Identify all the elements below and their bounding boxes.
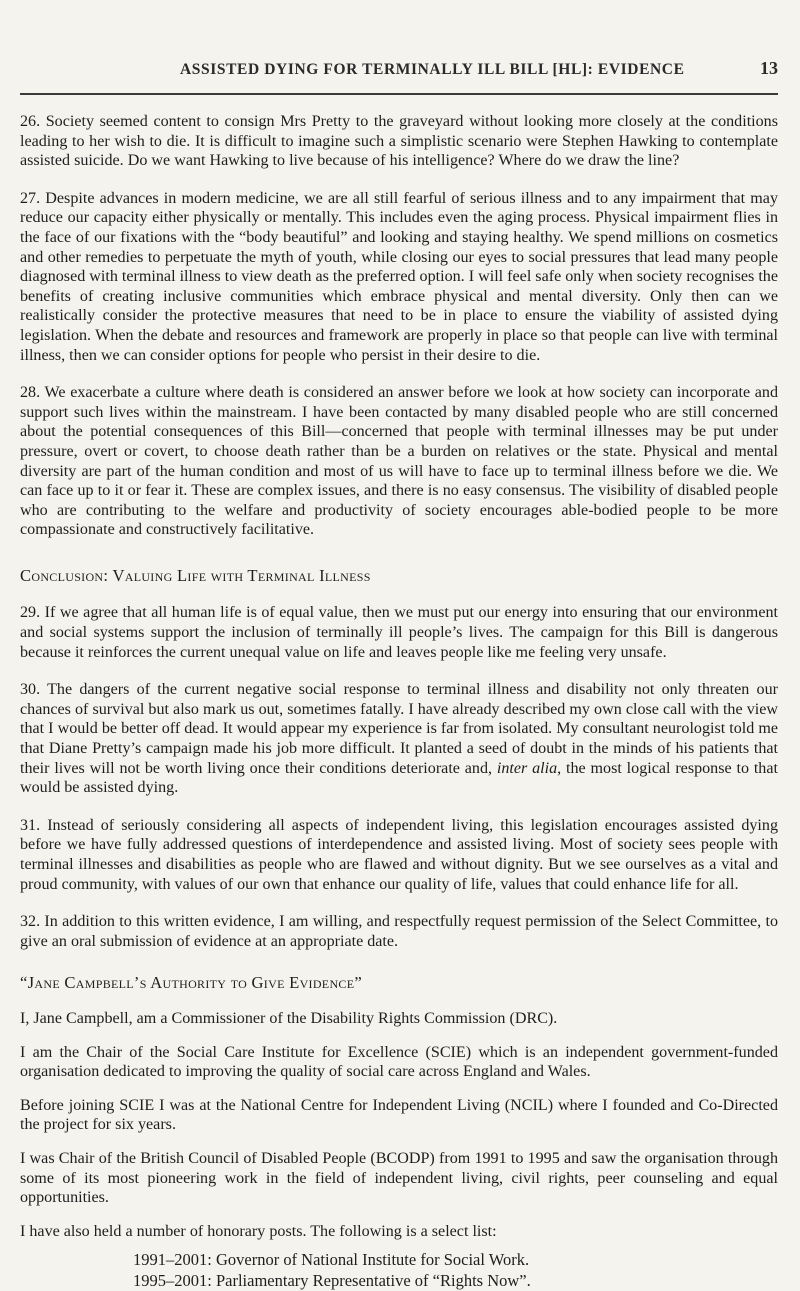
paragraph-30 [20,680,778,798]
paragraph-30-italic: inter alia [496,759,558,777]
authority-paragraph-4: I was Chair of the British Council of Disabled People (BCODP) from 1991 to 1995 and saw the organisation through some of its most pioneering work in the field of independent living, civil rights, peer counseling and equal opportunities. [20,1149,778,1207]
paragraph-30-text-b: , the most logical response to that would be assisted dying. [20,759,778,797]
authority-paragraph-2: I am the Chair of the Social Care Institute for Excellence (SCIE) which is an independent government-funded organisation dedicated to improving the quality of social care across England and Wales. [20,1043,778,1081]
running-title: ASSISTED DYING FOR TERMINALLY ILL BILL [HL]: EVIDENCE [180,61,685,78]
running-header [20,0,778,79]
paragraph-27: 27. Despite advances in modern medicine, we are all still fearful of serious illness and to any impairment that may reduce our capacity either physically or mentally. This includes even the aging process. Physical impairment flies in the face of our fixations with the “body beautiful” and looking and staying healthy. We spend millions on cosmetics and other remedies to perpetuate the myth of youth, while closing our eyes to social pressures that lead many people diagnosed with terminal illness to view death as the preferred option. I will feel safe only when society recognises the benefits of creating inclusive communities which embrace physical and mental diversity. Only then can we realistically consider the protective measures that need to be in place to ensure the viability of assisted dying legislation. When the debate and resources and framework are properly in place so that people can live with terminal illness, then we can consider options for people who persist in their desire to die. [20,189,778,364]
authority-paragraph-5: I have also held a number of honorary posts. The following is a select list: [20,1222,497,1240]
honorary-posts-list [133,1249,778,1291]
authority-paragraph-3: Before joining SCIE I was at the National Centre for Independent Living (NCIL) where I founded and Co-Directed the project for six years. [20,1096,778,1134]
conclusion-heading: Conclusion: Valuing Life with Terminal Illness [20,565,371,585]
paragraph-31: 31. Instead of seriously considering all aspects of independent living, this legislation encourages assisted dying before we have fully addressed questions of interdependence and assisted living. Most of society sees people with terminal illnesses and disabilities as people who are flawed and without dignity. But we see ourselves as a vital and proud community, with values of our own that enhance our quality of life, values that could enhance life for all. [20,816,778,893]
paragraph-26: 26. Society seemed content to consign Mrs Pretty to the graveyard without looking more closely at the conditions leading to her wish to die. It is difficult to imagine such a simplistic scenario were Stephen Hawking to contemplate assisted suicide. Do we want Hawking to live because of his intelligence? Where do we draw the line? [20,113,778,170]
paragraph-28: 28. We exacerbate a culture where death is considered an answer before we look at how society can incorporate and support such lives within the mainstream. I have been contacted by many disabled people who are still concerned about the potential consequences of this Bill—concerned that people with terminal illnesses may be put under pressure, overt or covert, to choose death rather than be a burden on relatives or the state. Physical and mental diversity are part of the human condition and most of us will have to face up to terminal illness before we die. We can face up to it or fear it. These are complex issues, and there is no easy consensus. The visibility of disabled people who are contributing to the welfare and productivity of society encourages able-bodied people to be more compassionate and constructively facilitative. [20,384,778,539]
list-item: 1991–2001: Governor of National Institute for Social Work. [133,1250,530,1270]
list-item: 1995–2001: Parliamentary Representative of “Rights Now”. [133,1271,531,1291]
page-number: 13 [760,58,778,78]
paragraph-29: 29. If we agree that all human life is of equal value, then we must put our energy into ensuring that our environment and social systems support the inclusion of terminally ill people’s lives. The campaign for this Bill is dangerous because it reinforces the current unequal value on life and leaves people like me feeling very unsafe. [20,604,778,661]
authority-paragraph-1: I, Jane Campbell, am a Commissioner of the Disability Rights Commission (DRC). [20,1009,558,1027]
header-rule [20,93,778,95]
body-text [20,112,778,1291]
paragraph-30-text-a: 30. The dangers of the current negative social response to terminal illness and disability not only threaten our chances of survival but also mark us out, sometimes fatally. I have already described my own close call with the view that I would be better off dead. It would appear my experience is far from isolated. My consultant neurologist told me that Diane Pretty’s campaign made his job more difficult. It planted a seed of doubt in the minds of his patients that their lives will not be worth living once their conditions deteriorate and, [20,681,778,777]
authority-heading: “Jane Campbell’s Authority to Give Evidence” [20,973,363,993]
paragraph-32: 32. In addition to this written evidence, I am willing, and respectfully request permission of the Select Committee, to give an oral submission of evidence at an appropriate date. [20,913,778,950]
